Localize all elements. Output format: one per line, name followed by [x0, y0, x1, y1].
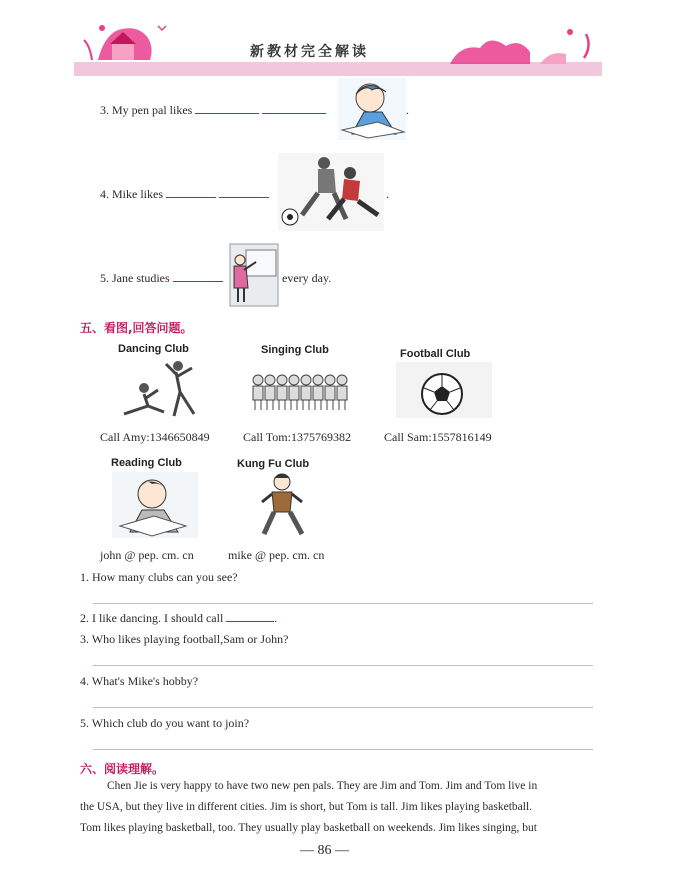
passage-line-2: the USA, but they live in different cities. Jim is short, but Tom is tall. Jim likes playing basketball.	[80, 801, 533, 813]
contact-singing: Call Tom:1375769382	[243, 430, 351, 444]
teacher-blackboard-illustration	[230, 244, 278, 306]
contact-football: Call Sam:1557816149	[384, 430, 492, 444]
boy-writing-illustration	[338, 78, 406, 140]
club-title-kungfu: Kung Fu Club	[237, 458, 310, 470]
passage-line-1: Chen Jie is very happy to have two new pen pals. They are Jim and Tom. Jim and Tom live in	[107, 780, 538, 792]
kungfu-boy-illustration	[258, 472, 308, 538]
answer-line-4[interactable]	[93, 707, 593, 708]
item3-period: .	[406, 103, 409, 117]
question-3: 3. Who likes playing football,Sam or John?	[80, 632, 289, 646]
answer-line-5[interactable]	[93, 749, 593, 750]
answer-line-3[interactable]	[93, 665, 593, 666]
dancers-illustration	[118, 358, 200, 420]
item4-blank-2[interactable]	[219, 187, 269, 198]
club-title-football: Football Club	[400, 348, 471, 360]
question-1: 1. How many clubs can you see?	[80, 570, 238, 584]
section5-title: 五、看图,回答问题。	[80, 321, 193, 335]
section6-title: 六、阅读理解。	[80, 762, 165, 776]
item5-ending: every day.	[282, 271, 332, 285]
question-2: 2. I like dancing. I should call .	[80, 611, 278, 625]
item3-blank-1[interactable]	[195, 103, 259, 114]
football-players-illustration	[278, 153, 384, 231]
item4-blank-1[interactable]	[166, 187, 216, 198]
item5-sentence: 5. Jane studies	[100, 271, 223, 286]
header-left-decoration	[78, 16, 178, 64]
item4-sentence: 4. Mike likes	[100, 187, 269, 202]
answer-line-1[interactable]	[93, 603, 593, 604]
item3-blank-2[interactable]	[262, 103, 326, 114]
club-title-reading: Reading Club	[111, 457, 182, 469]
passage-line-3: Tom likes playing basketball, too. They usually play basketball on weekends. Jim likes singing, but	[80, 822, 538, 834]
singers-illustration	[250, 372, 348, 412]
item4-period: .	[386, 187, 389, 201]
header-band	[74, 62, 602, 76]
reading-passage	[80, 776, 596, 839]
reading-boy-illustration	[112, 472, 198, 538]
question-2-blank[interactable]	[226, 611, 274, 622]
club-title-dancing: Dancing Club	[118, 343, 189, 355]
item5-blank[interactable]	[173, 271, 223, 282]
contact-reading: john @ pep. cm. cn	[100, 548, 194, 562]
contact-kungfu: mike @ pep. cm. cn	[228, 548, 325, 562]
page-number: — 86 —	[300, 843, 349, 858]
question-5: 5. Which club do you want to join?	[80, 716, 250, 730]
contact-dancing: Call Amy:1346650849	[100, 430, 210, 444]
header-title: 新教材完全解读	[250, 44, 369, 60]
header-right-decoration	[440, 24, 600, 64]
football-illustration	[396, 362, 492, 418]
club-title-singing: Singing Club	[261, 344, 329, 356]
question-4: 4. What's Mike's hobby?	[80, 674, 199, 688]
item3-sentence: 3. My pen pal likes	[100, 103, 326, 118]
